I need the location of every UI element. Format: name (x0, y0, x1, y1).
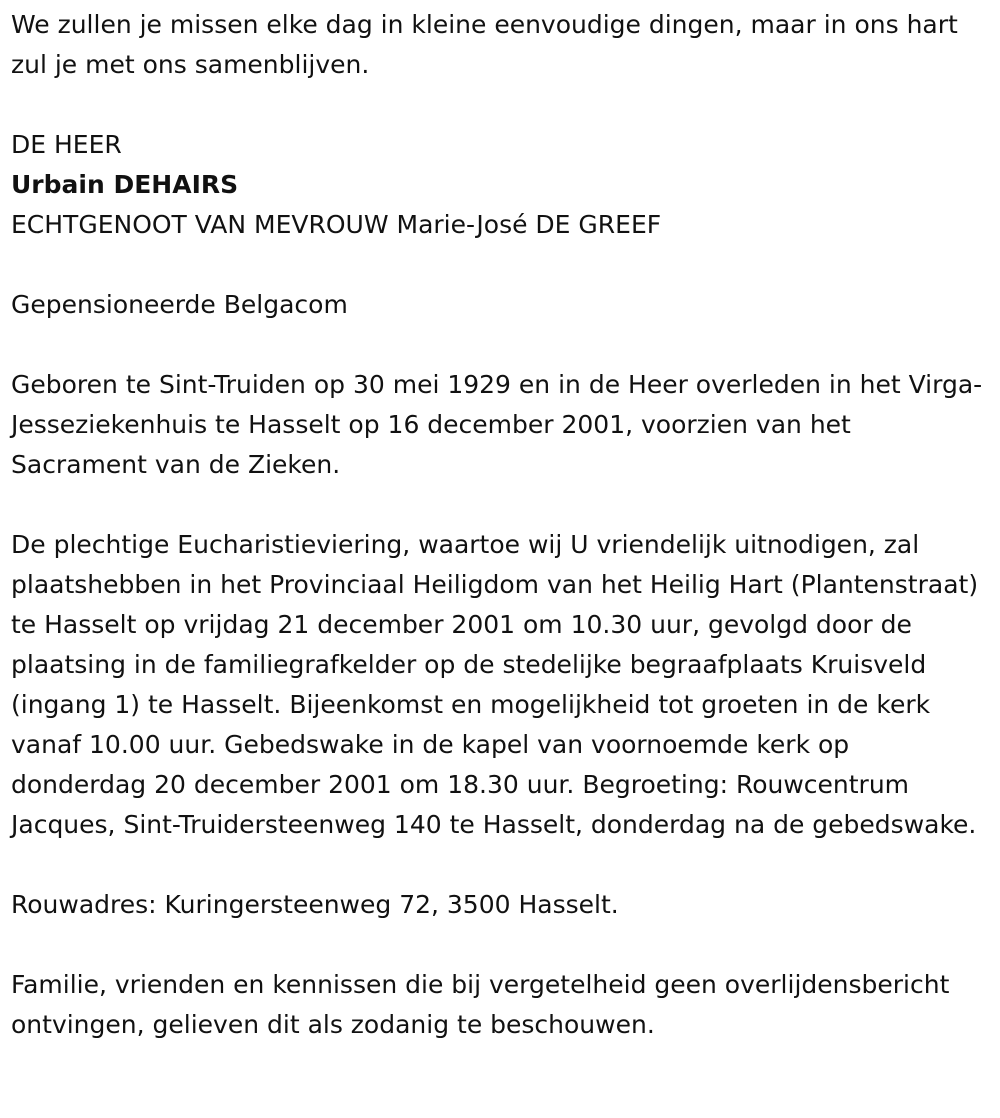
occupation: Gepensioneerde Belgacom (11, 290, 348, 319)
deceased-header (11, 125, 988, 245)
deceased-name: Urbain DEHAIRS (11, 170, 239, 199)
mourning-address: Rouwadres: Kuringersteenweg 72, 3500 Hasselt. (11, 890, 619, 919)
opening-verse: We zullen je missen elke dag in kleine eenvoudige dingen, maar in ons hart zul je met ons samenblijven. (11, 10, 958, 79)
spouse-line: ECHTGENOOT VAN MEVROUW Marie-José DE GREEF (11, 210, 662, 239)
closing-paragraph: Familie, vrienden en kennissen die bij vergetelheid geen overlijdensbericht ontvingen, gelieven dit als zodanig te beschouwen. (11, 970, 950, 1039)
ceremony-paragraph: De plechtige Eucharistieviering, waartoe wij U vriendelijk uitnodigen, zal plaatshebben in het Provinciaal Heiligdom van het Heilig Hart (Plantenstraat) te Hasselt op vrijdag 21 december 2001 om 10.30 uur, gevolgd door de plaatsing in de familiegrafkelder op de stedelijke begraafplaats Kruisveld (ingang 1) te Hasselt. Bijeenkomst en mogelijkheid tot groeten in de kerk vanaf 10.00 uur. Gebedswake in de kapel van voornoemde kerk op donderdag 20 december 2001 om 18.30 uur. Begroeting: Rouwcentrum Jacques, Sint-Truidersteenweg 140 te Hasselt, donderdag na de gebedswake. (11, 530, 979, 839)
birth-death-paragraph: Geboren te Sint-Truiden op 30 mei 1929 en in de Heer overleden in het Virga-Jesseziekenhuis te Hasselt op 16 december 2001, voorzien van het Sacrament van de Zieken. (11, 370, 983, 479)
honorific: DE HEER (11, 130, 122, 159)
